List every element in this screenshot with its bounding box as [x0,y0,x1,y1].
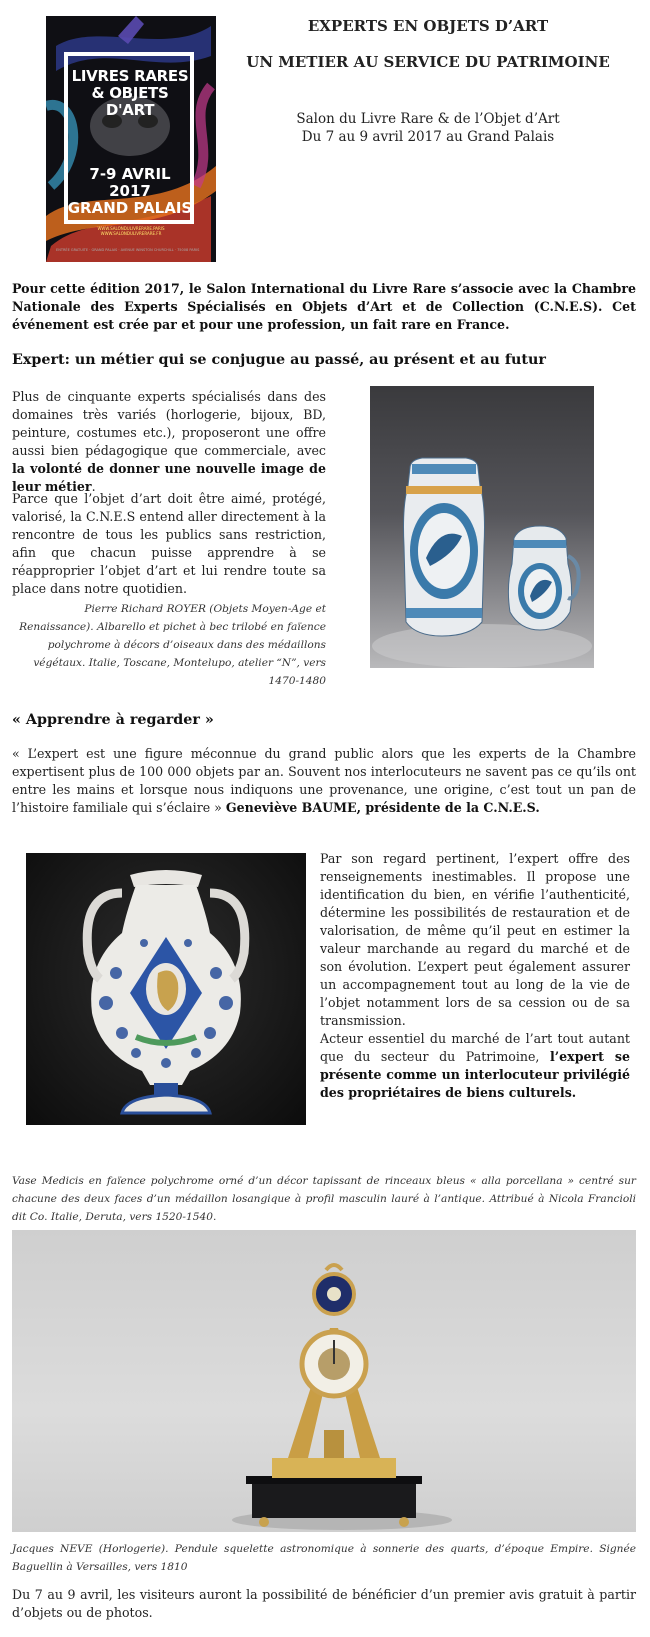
page-subtitle: UN METIER AU SERVICE DU PATRIMOINE [246,53,610,71]
intro-paragraph: Pour cette édition 2017, le Salon International du Livre Rare s’associe avec la Chambre Nationale des Experts Spécialisés en Objets d’Art et de Collection (C.N.E.S). Cet événement est crée par et pour une profession, un fait rare en France. [12,281,636,332]
section1-paragraph2: Parce que l’objet d’art doit être aimé, protégé, valorisé, la C.N.E.S entend aller directement à la rencontre de tous les publics sans restriction, afin que chacun puisse apprendre à se réapproprier l’objet d’art et lui rendre toute sa place dans notre quotidien. [12,491,326,596]
closing-paragraph: Du 7 au 9 avril, les visiteurs auront la possibilité de bénéficier d’un premier avis gratuit à partir d’objets ou de photos. [12,1587,636,1620]
section1-caption: Pierre Richard ROYER (Objets Moyen-Age et Renaissance). Albarello et pichet à bec trilobé en faïence polychrome à décors d’oiseaux dans des médaillons végétaux. Italie, Toscane, Montelupo, atelier “N”, vers 1470-1480 [19,603,326,687]
section2-heading: « Apprendre à regarder » [12,712,214,728]
section1-p1-text: Plus de cinquante experts spécialisés dans des domaines très variés (horlogerie, bijoux, BD, peinture, costumes etc.), proposeront une offre aussi bien pédagogique que commerciale, avec [12,389,326,458]
vase-photo [26,853,306,1125]
albarello-photo [370,386,594,668]
poster-date-line2: GRAND PALAIS [67,199,193,217]
poster-title-line2: & OBJETS D'ART [91,84,169,119]
poster-websites [86,226,176,236]
poster-title [68,68,192,119]
event-dates: Du 7 au 9 avril 2017 au Grand Palais [301,129,555,145]
quote-author: Geneviève BAUME, présidente de la C.N.E.S. [225,800,540,815]
poster-footer: ENTRÉE GRATUITE · GRAND PALAIS · AVENUE WINSTON CHURCHILL · 75008 PARIS [56,248,200,252]
poster-date [66,166,194,217]
section1-p1-bold: la volonté de donner une nouvelle image de leur métier [12,461,326,494]
poster-website-2: WWW.SALONDULIVRERARE.FR [100,231,162,236]
poster-date-line1: 7-9 AVRIL 2017 [89,165,171,200]
clock-illustration [12,1230,636,1532]
quote-text: « L’expert est une figure méconnue du grand public alors que les experts de la Chambre expertisent plus de 100 000 objets par an. Souvent nos interlocuteurs ne savent pas ce qu’ils ont entre les mains et lorsque nous indiquons une provenance, une origine, c’est tout un pan de l’histoire familiale qui s’éclaire » [12,746,636,815]
section2-paragraph2 [320,1030,630,1102]
section1-p1-end: . [91,479,96,494]
vase-illustration [26,853,306,1125]
poster-title-line1: LIVRES RARES [71,67,189,85]
albarello-illustration [370,386,594,668]
section2-p2-bold: l’expert se présente comme un interlocuteur privilégié des propriétaires de biens culturels. [320,1049,630,1100]
clock-photo [12,1230,636,1532]
poster-website-1: WWW.SALONDULIVRERARE.PARIS [97,226,165,231]
section2-paragraph1: Par son regard pertinent, l’expert offre des renseignements inestimables. Il propose une identification du bien, en vérifie l’authenticité, détermine les possibilités de restauration et de valorisation, de même qu’il peut en estimer la valeur marchande au regard du marché et de son évolution. L’expert peut également assurer un accompagnement tout au long de la vie de l’objet notamment lors de sa cession ou de sa transmission. [320,851,630,1028]
section2-p2-text: Acteur essentiel du marché de l’art tout autant que du secteur du Patrimoine, [320,1031,630,1064]
vase-caption: Vase Medicis en faïence polychrome orné d’un décor tapissant de rinceaux bleus « alla porcellana » centré sur chacune des deux faces d’un médaillon losangique à profil masculin lauré à l’antique. Attribué à Nicola Francioli dit Co. Italie, Deruta, vers 1520-1540. [12,1175,636,1223]
event-name: Salon du Livre Rare & de l’Objet d’Art [296,111,560,127]
section1-heading: Expert: un métier qui se conjugue au passé, au présent et au futur [12,352,546,368]
section2-quote [12,745,636,817]
clock-caption: Jacques NEVE (Horlogerie). Pendule squelette astronomique à sonnerie des quarts, d’époque Empire. Signée Baguellin à Versailles, vers 1810 [12,1543,636,1573]
section1-paragraph1 [12,388,326,496]
page-title: EXPERTS EN OBJETS D’ART [307,17,549,35]
event-poster [46,16,216,262]
